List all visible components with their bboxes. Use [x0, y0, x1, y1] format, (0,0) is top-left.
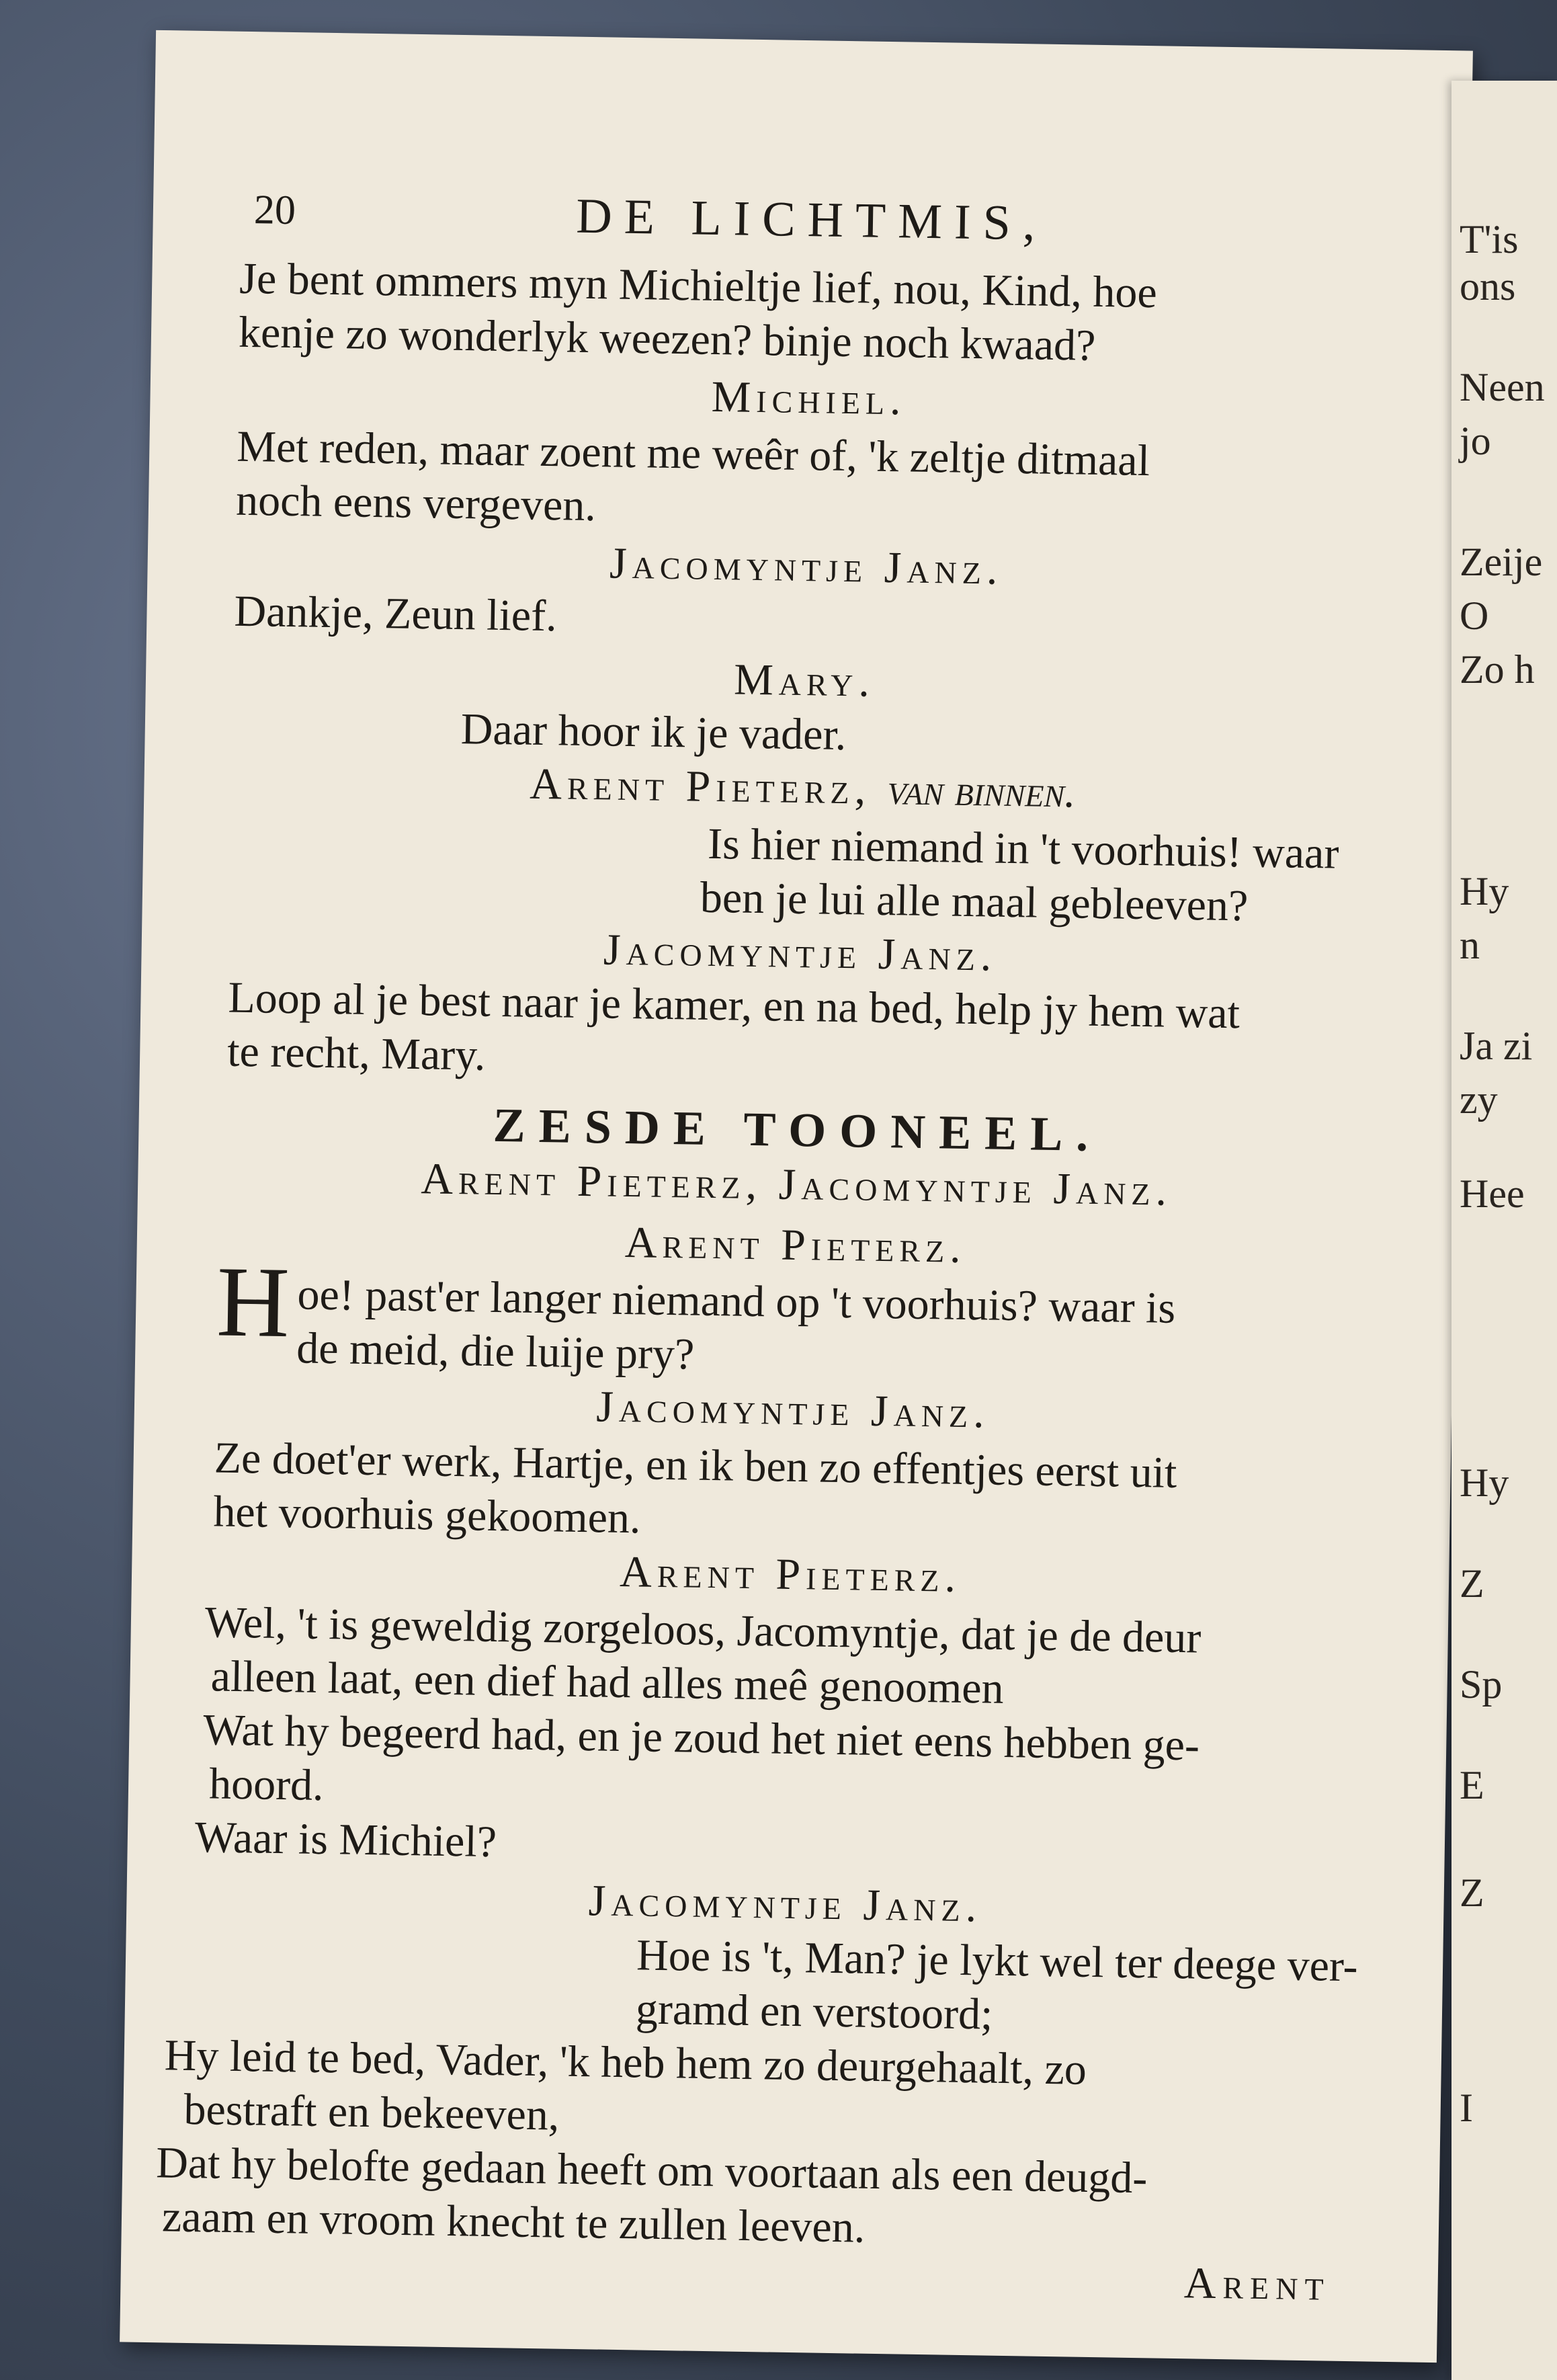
facing-fragment: Ja zi	[1460, 1024, 1533, 1068]
verse-line: Waar is Michiel?	[194, 1813, 497, 1867]
verse-line: de meid, die luije pry?	[296, 1323, 695, 1379]
speaker-label: Jacomyntje Janz.	[588, 1876, 982, 1932]
dialogue-block	[120, 30, 1473, 2363]
speaker-label: Arent Pieterz.	[624, 1218, 967, 1272]
verse-line: Wel, 't is geweldig zorgeloos, Jacomyntje, dat je de deur	[204, 1598, 1202, 1663]
verse-line: Wat hy begeerd had, en je zoud het niet eens hebben ge-	[202, 1705, 1200, 1770]
facing-fragment: Z	[1460, 1561, 1484, 1606]
verse-line: Je bent ommers myn Michieltje lief, nou, Kind, hoe	[239, 253, 1158, 318]
facing-fragment: E	[1460, 1763, 1484, 1807]
page-number: 20	[253, 187, 296, 234]
facing-fragment: O	[1460, 593, 1489, 638]
facing-fragment: jo	[1460, 419, 1491, 463]
catchword: Arent	[1183, 2258, 1331, 2310]
facing-fragment: Zeije	[1460, 540, 1543, 584]
facing-fragment: ons	[1460, 264, 1516, 309]
verse-line: Hoe is 't, Man? je lykt wel ter deege ver-	[636, 1930, 1359, 1992]
verse-line: kenje zo wonderlyk weezen? binje noch kwaad?	[238, 307, 1096, 370]
speaker-label: Arent Pieterz.	[619, 1547, 962, 1602]
facing-fragment: Neen	[1460, 365, 1545, 409]
verse-line: noch eens vergeven.	[235, 475, 597, 531]
facing-fragment: I	[1460, 2086, 1473, 2130]
facing-fragment: Sp	[1460, 1662, 1503, 1707]
facing-fragment: zy	[1460, 1077, 1498, 1122]
verse-line: ben je lui alle maal gebleeven?	[700, 872, 1249, 931]
verse-line: alleen laat, een dief had alles meê genoomen	[210, 1651, 1005, 1713]
stage-direction: van binnen.	[887, 765, 1077, 817]
facing-fragment: Hee	[1460, 1172, 1525, 1216]
verse-line: Is hier niemand in 't voorhuis! waar	[707, 819, 1339, 878]
scene-title: ZESDE TOONEEL.	[493, 1098, 1102, 1162]
verse-line: Dankje, Zeun lief.	[234, 586, 558, 641]
speaker-label: Jacomyntje Janz.	[603, 925, 997, 981]
scene-cast: Arent Pieterz, Jacomyntje Janz.	[420, 1154, 1173, 1215]
verse-line: te recht, Mary.	[226, 1026, 487, 1080]
running-head: DE LICHTMIS,	[575, 188, 1048, 251]
verse-line: zaam en vroom knecht te zullen leeven.	[161, 2192, 866, 2252]
verse-line: oe! past'er langer niemand op 't voorhuis? waar is	[297, 1270, 1176, 1333]
facing-fragment: Hy	[1460, 869, 1509, 913]
facing-fragment: Hy	[1460, 1461, 1509, 1505]
facing-fragment: T'is	[1460, 217, 1519, 261]
drop-cap: H	[216, 1245, 291, 1359]
speaker-label: Jacomyntje Janz.	[595, 1382, 991, 1438]
verse-line: Dat hy belofte gedaan heeft om voortaan als een deugd-	[155, 2138, 1148, 2203]
facing-page-edge	[1451, 81, 1557, 2380]
verse-line: het voorhuis gekoomen.	[212, 1487, 642, 1543]
verse-line: Daar hoor ik je vader.	[460, 704, 847, 760]
verse-line: Loop al je best naar je kamer, en na bed, help jy hem wat	[227, 973, 1240, 1038]
verse-line: Ze doet'er werk, Hartje, en ik ben zo effentjes eerst uit	[214, 1433, 1177, 1497]
speaker-label: Michiel.	[711, 372, 907, 425]
verse-line: Met reden, maar zoent me weêr of, 'k zeltje ditmaal	[236, 421, 1150, 486]
speaker-label: Jacomyntje Janz.	[609, 538, 1003, 594]
speaker-name: Arent Pieterz,	[529, 759, 872, 814]
verse-line: hoord.	[208, 1759, 325, 1811]
facing-fragment: Zo h	[1460, 647, 1535, 692]
facing-fragment: n	[1460, 923, 1480, 967]
verse-line: Hy leid te bed, Vader, 'k heb hem zo deurgehaalt, zo	[164, 2030, 1087, 2094]
verse-line: bestraft en bekeeven,	[183, 2084, 560, 2140]
verse-line: gramd en verstoord;	[635, 1984, 994, 2039]
facing-fragment: Z	[1460, 1871, 1484, 1915]
speaker-label: Mary.	[733, 655, 876, 706]
book-page	[120, 30, 1473, 2363]
